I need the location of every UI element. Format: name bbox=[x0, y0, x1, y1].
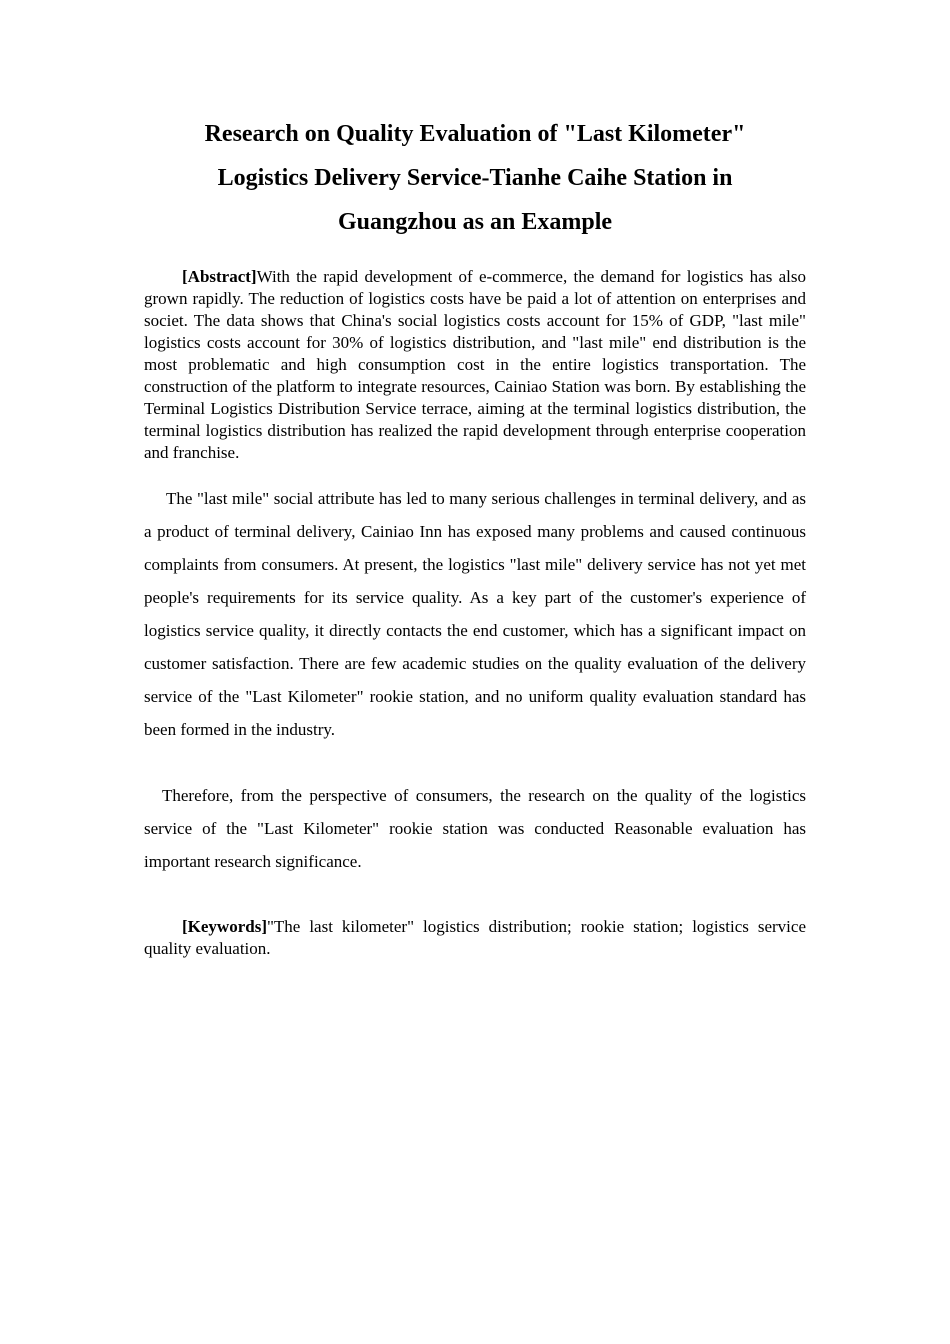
document-title: Research on Quality Evaluation of "Last Kilometer" Logistics Delivery Service-Tianhe Caihe Station in Guangzhou as an Example bbox=[204, 121, 746, 235]
keywords-text: "The last kilometer" logistics distribution; rookie station; logistics service quality evaluation. bbox=[144, 917, 806, 958]
abstract-text: With the rapid development of e-commerce, the demand for logistics has also grown rapidly. The reduction of logistics costs have be paid a lot of attention on enterprises and societ. The data shows that China's social logistics costs account for 15% of GDP, "last mile" logistics costs account for 30% of logistics distribution, and "last mile" end distribution is the most problematic and high consumption cost in the entire logistics transportation. The construction of the platform to integrate resources, Cainiao Station was born. By establishing the Terminal Logistics Distribution Service terrace, aiming at the terminal logistics distribution, the terminal logistics distribution has realized the rapid development through enterprise cooperation and franchise. bbox=[144, 267, 806, 462]
abstract-paragraph bbox=[144, 266, 806, 464]
keywords-label: [Keywords] bbox=[182, 917, 267, 936]
body-paragraph-1: The "last mile" social attribute has led to many serious challenges in terminal delivery, and as a product of terminal delivery, Cainiao Inn has exposed many problems and caused continuous complaints from consumers. At present, the logistics "last mile" delivery service has not yet met people's requirements for its service quality. As a key part of the customer's experience of logistics service quality, it directly contacts the end customer, which has a significant impact on customer satisfaction. There are few academic studies on the quality evaluation of the delivery service of the "Last Kilometer" rookie station, and no uniform quality evaluation standard has been formed in the industry. bbox=[144, 489, 806, 739]
abstract-label: [Abstract] bbox=[182, 267, 257, 286]
keywords-paragraph bbox=[144, 916, 806, 960]
body-paragraph-2: Therefore, from the perspective of consumers, the research on the quality of the logistics service of the "Last Kilometer" rookie station was conducted Reasonable evaluation has important research significance. bbox=[144, 786, 806, 871]
